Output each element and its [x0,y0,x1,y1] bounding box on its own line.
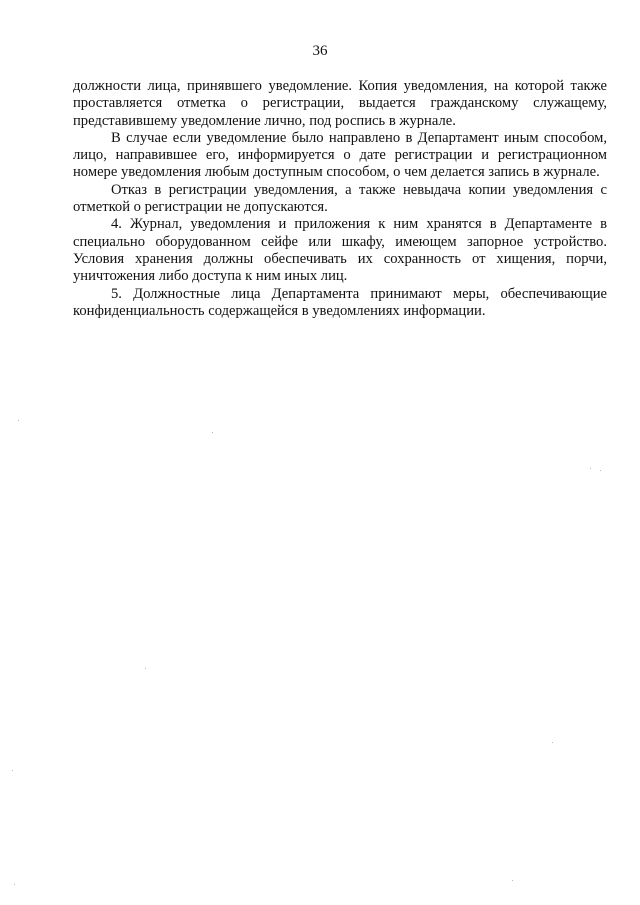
scan-speck [145,668,146,669]
paragraph-continuation: должности лица, принявшего уведомление. Копия уведомления, на которой также проставляется отметка о регистрации, выдается гражданскому служащему, представившему уведомление лично, под роспись в журнале. [73,78,607,129]
paragraph-item-4-storage: 4. Журнал, уведомления и приложения к ним хранятся в Департаменте в специально оборудованном сейфе или шкафу, имеющем запорное устройство. Условия хранения должны обеспечивать их сохранность от хищения, порчи, уничтожения либо доступа к ним иных лиц. [73,216,607,285]
scan-speck [600,470,601,471]
scan-speck [14,884,15,885]
document-body [73,78,607,320]
scan-speck [18,420,19,421]
scan-speck [212,432,213,433]
paragraph-other-method: В случае если уведомление было направлено в Департамент иным способом, лицо, направившее его, информируется о дате регистрации и регистрационном номере уведомления любым доступным способом, о чем делается запись в журнале. [73,129,607,181]
page-number: 36 [312,43,328,59]
scan-speck [552,742,553,743]
paragraph-refusal: Отказ в регистрации уведомления, а также невыдача копии уведомления с отметкой о регистрации не допускаются. [73,181,607,216]
paragraph-item-5-confidentiality: 5. Должностные лица Департамента принимают меры, обеспечивающие конфиденциальность содержащейся в уведомлениях информации. [73,285,607,319]
scan-speck [590,468,591,469]
scan-speck [512,880,513,881]
scan-speck [12,770,13,771]
